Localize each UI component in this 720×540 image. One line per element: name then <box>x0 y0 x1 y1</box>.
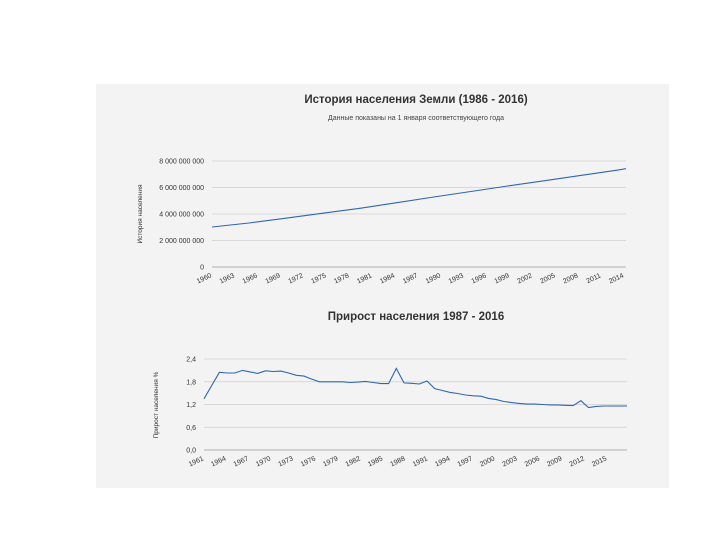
chart2-x-tick-label: 1967 <box>232 455 250 469</box>
chart1-y-tick-label: 0 <box>200 264 204 272</box>
chart2-x-tick-label: 1979 <box>322 455 340 469</box>
chart1-x-tick-label: 1999 <box>493 272 511 286</box>
chart2-x-tick-label: 1991 <box>411 455 429 469</box>
chart1-x-tick-label: 1993 <box>447 272 465 286</box>
chart2-y-tick-label: 2,4 <box>186 356 196 364</box>
chart1-x-tick-label: 1963 <box>218 272 236 286</box>
chart1-x-tick-label: 1972 <box>287 272 305 286</box>
chart1-x-tick-label: 2005 <box>539 272 557 286</box>
chart2-x-tick-label: 1985 <box>366 455 385 469</box>
chart2-x-tick-label: 1964 <box>210 455 228 469</box>
chart2-y-tick-label: 0,6 <box>186 424 196 432</box>
charts-canvas <box>96 84 669 488</box>
chart1-x-tick-label: 1996 <box>470 272 488 286</box>
chart1-y-tick-label: 6 000 000 000 <box>159 185 204 192</box>
chart2-y-tick-label: 1,2 <box>186 402 196 409</box>
chart2-x-tick-label: 2012 <box>568 455 586 469</box>
chart2-x-tick-label: 1994 <box>434 455 452 469</box>
chart2-x-tick-label: 2006 <box>523 455 541 469</box>
chart2-x-tick-label: 1988 <box>389 455 407 469</box>
chart2-x-tick-label: 1982 <box>344 455 362 469</box>
chart1-y-axis-label: История населения <box>137 184 144 244</box>
chart2-series-line <box>204 369 627 408</box>
chart1-x-tick-label: 1987 <box>401 272 419 286</box>
chart1-x-tick-label: 1975 <box>310 272 328 286</box>
chart1-y-tick-label: 4 000 000 000 <box>159 211 204 219</box>
chart1-x-tick-label: 1984 <box>378 272 397 286</box>
chart2-x-tick-label: 1970 <box>254 455 273 469</box>
chart1-x-tick-label: 1966 <box>241 272 259 286</box>
chart2-x-tick-label: 2009 <box>546 455 564 469</box>
charts-panel <box>96 84 669 488</box>
chart1-x-tick-label: 1981 <box>356 272 374 286</box>
chart1-x-tick-label: 2002 <box>516 272 534 286</box>
chart1-y-tick-label: 2 000 000 000 <box>159 238 204 245</box>
chart2-x-tick-label: 1997 <box>456 455 474 469</box>
chart2-x-tick-label: 2015 <box>590 455 609 469</box>
chart1-x-tick-label: 1978 <box>333 272 351 286</box>
chart1-series-line <box>212 169 626 227</box>
chart2-y-tick-label: 0,0 <box>186 447 196 455</box>
chart2-y-tick-label: 1,8 <box>186 379 196 387</box>
chart2-x-tick-label: 2003 <box>501 455 519 469</box>
chart1-subtitle: Данные показаны на 1 января соответствующего года <box>328 115 504 122</box>
chart2-x-tick-label: 1961 <box>187 455 205 469</box>
chart1-x-tick-label: 1990 <box>424 272 442 286</box>
chart1-x-tick-label: 2014 <box>607 272 626 286</box>
chart1-title: История населения Земли (1986 - 2016) <box>304 94 528 106</box>
chart1-x-tick-label: 1969 <box>264 272 282 286</box>
chart2-y-axis-label: Прирост населения % <box>153 371 160 439</box>
chart2-x-tick-label: 1976 <box>299 455 317 469</box>
chart1-x-tick-label: 2011 <box>585 272 603 286</box>
chart2-x-tick-label: 2000 <box>478 455 497 469</box>
chart2-title: Прирост населения 1987 - 2016 <box>327 311 505 323</box>
chart1-x-tick-label: 2008 <box>562 272 580 286</box>
chart2-x-tick-label: 1973 <box>277 455 295 469</box>
chart1-y-tick-label: 8 000 000 000 <box>159 158 204 166</box>
chart1-x-tick-label: 1960 <box>195 272 213 286</box>
